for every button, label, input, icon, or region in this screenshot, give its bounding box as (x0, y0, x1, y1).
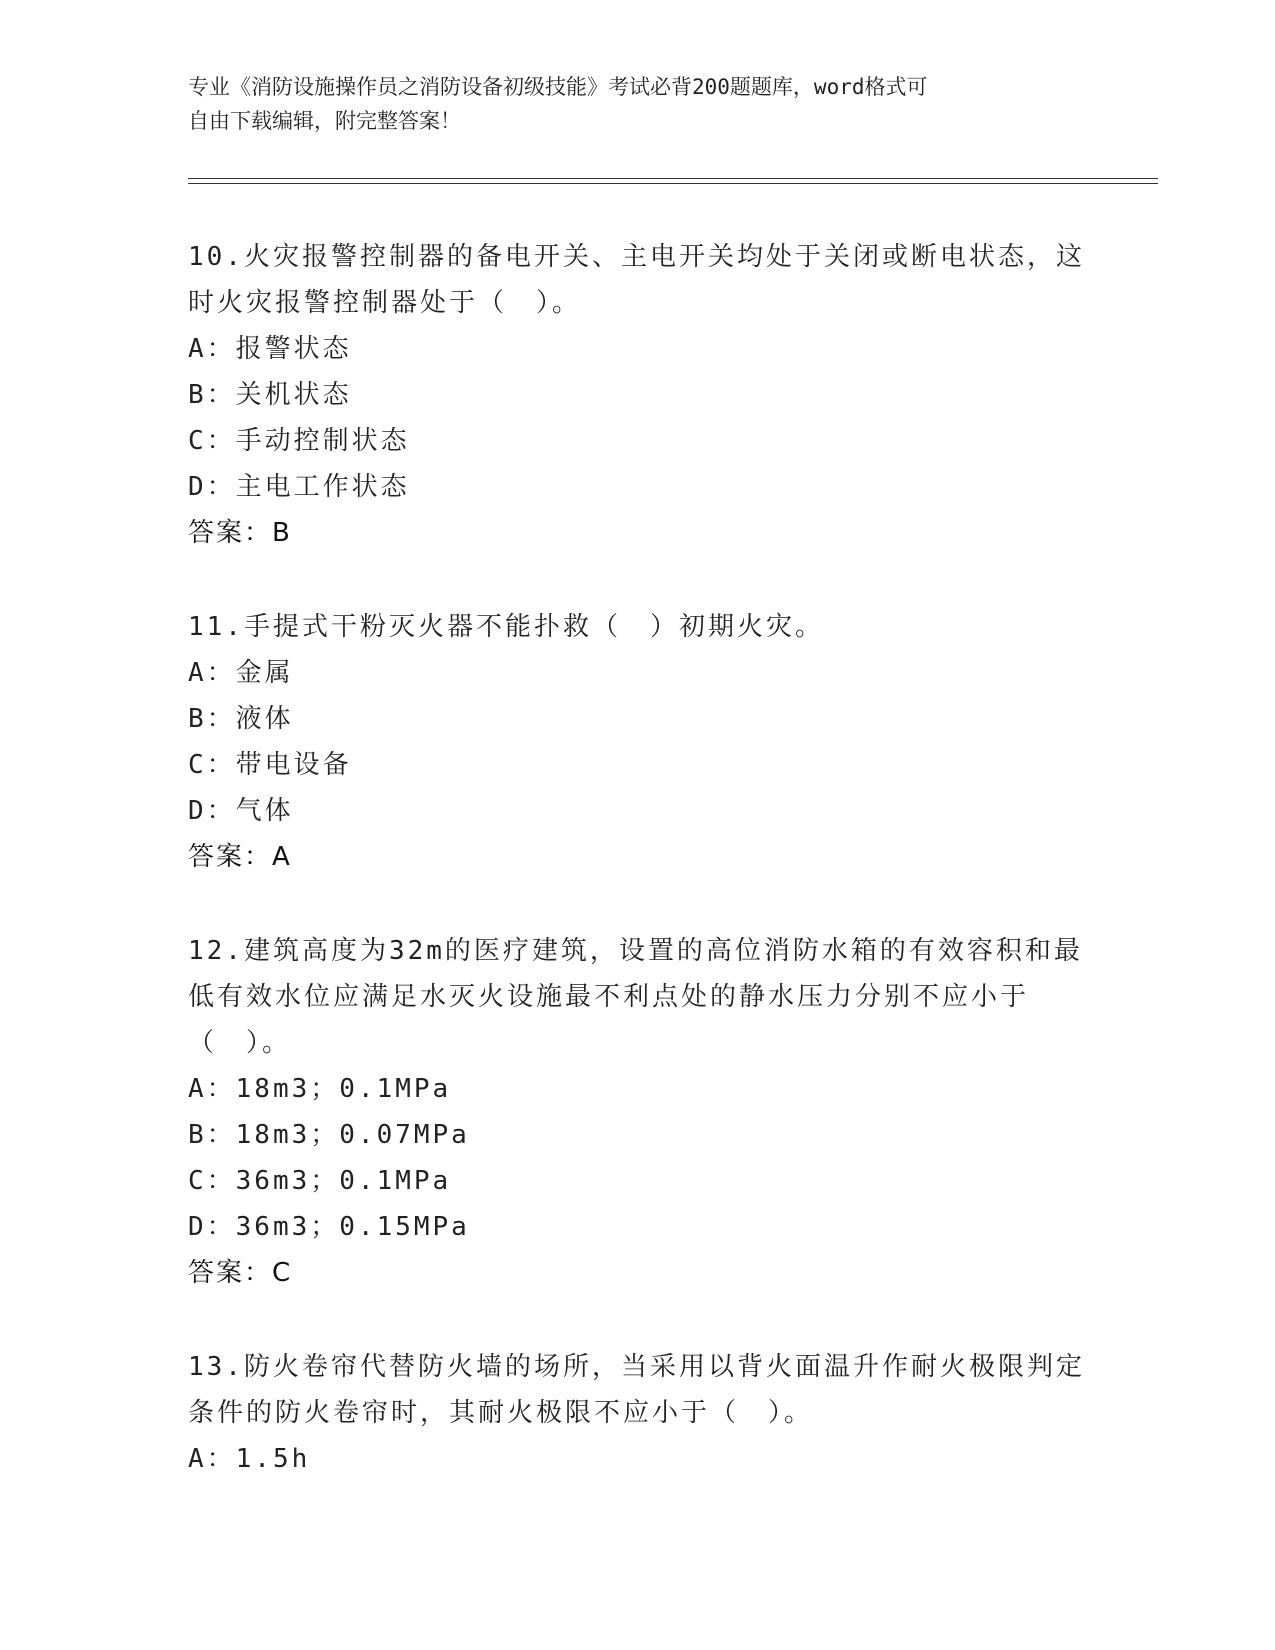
question-13 (188, 1344, 1088, 1482)
option-c: C：36m3；0.1MPa (188, 1166, 452, 1196)
answer-label: 答案：C (188, 1258, 293, 1288)
option-c: C：手动控制状态 (188, 426, 410, 456)
option-d: D：主电工作状态 (188, 472, 410, 502)
document-header (188, 70, 1088, 138)
option-d: D：36m3；0.15MPa (188, 1212, 470, 1242)
option-a: A：金属 (188, 658, 294, 688)
option-a: A：18m3；0.1MPa (188, 1074, 452, 1104)
question-text: 13.防火卷帘代替防火墙的场所，当采用以背火面温升作耐火极限判定条件的防火卷帘时，其耐火极限不应小于（ ）。 (188, 1352, 1085, 1428)
option-b: B：18m3；0.07MPa (188, 1120, 470, 1150)
question-text: 11.手提式干粉灭火器不能扑救（ ）初期火灾。 (188, 612, 824, 642)
answer-label: 答案：A (188, 842, 292, 872)
question-12 (188, 928, 1088, 1296)
option-d: D：气体 (188, 796, 294, 826)
answer-label: 答案：B (188, 518, 292, 548)
option-c: C：带电设备 (188, 750, 352, 780)
question-text: 12.建筑高度为32m的医疗建筑，设置的高位消防水箱的有效容积和最低有效水位应满足水灭火设施最不利点处的静水压力分别不应小于（ ）。 (188, 936, 1083, 1058)
header-line-1: 专业《消防设施操作员之消防设备初级技能》考试必背200题题库，word格式可 (188, 75, 928, 99)
question-11 (188, 604, 1088, 880)
question-list (188, 234, 1088, 1530)
option-a: A：1.5h (188, 1444, 311, 1474)
question-text: 10.火灾报警控制器的备电开关、主电开关均处于关闭或断电状态，这时火灾报警控制器处于（ ）。 (188, 242, 1085, 318)
header-divider (188, 178, 1158, 184)
option-b: B：液体 (188, 704, 294, 734)
question-10 (188, 234, 1088, 556)
option-b: B：关机状态 (188, 380, 352, 410)
option-a: A：报警状态 (188, 334, 352, 364)
header-line-2: 自由下载编辑，附完整答案！ (188, 109, 461, 133)
